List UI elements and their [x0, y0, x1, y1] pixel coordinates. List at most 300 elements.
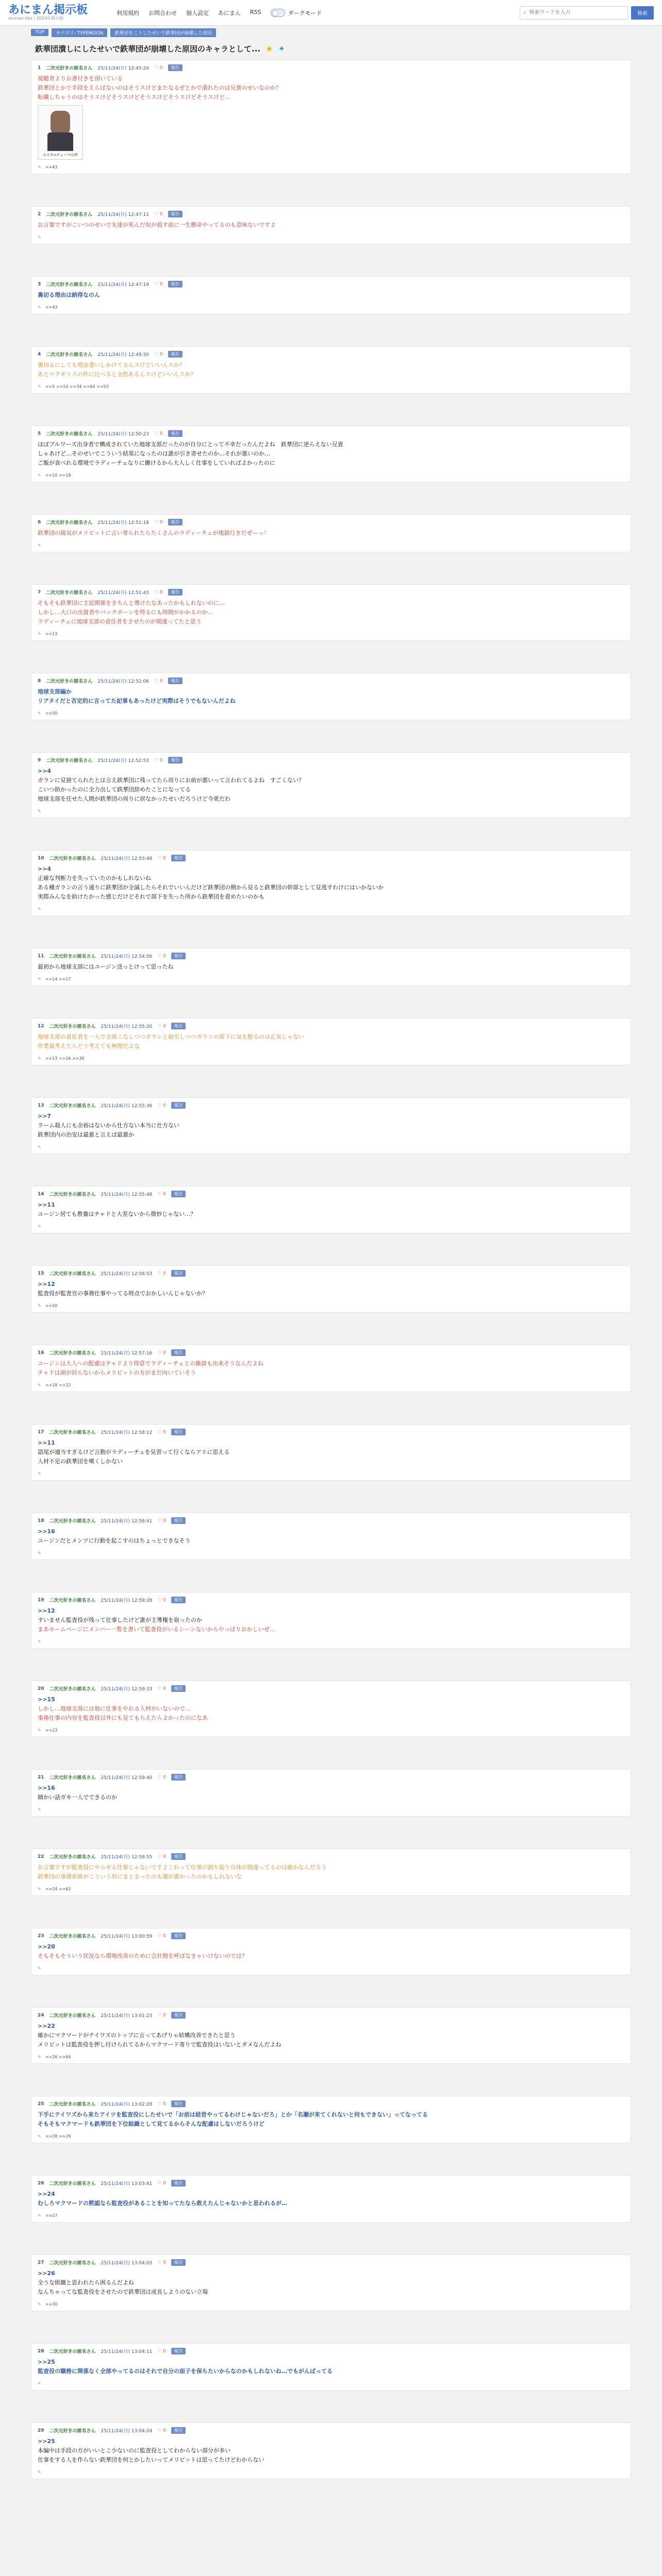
post-number[interactable]: 19 [38, 1597, 44, 1603]
post-header [38, 757, 624, 764]
report-button[interactable]: 報告 [171, 2012, 186, 2019]
heart-icon[interactable]: ♡ 0 [154, 211, 163, 217]
heart-icon[interactable]: ♡ 0 [157, 1429, 166, 1435]
header [0, 0, 662, 26]
dark-mode-toggle[interactable] [271, 9, 322, 17]
reply-icon[interactable]: ✎ [38, 809, 41, 814]
post-line: リアタイだと否定的に言ってた記事もあったけど実際はそうでもないんだよね [38, 698, 236, 704]
heart-count: 0 [163, 855, 166, 861]
site-logo-sub: animan bbs | 2024年掲示板 [8, 15, 63, 21]
search-input[interactable] [528, 9, 618, 16]
reply-icon[interactable]: ✎ [38, 1471, 41, 1476]
post-item [31, 1849, 631, 1896]
report-button[interactable]: 報告 [171, 953, 186, 959]
post-date: 25/11/24(月) 12:50:23 [97, 432, 150, 437]
poster-name: 二次元好きの匿名さん [49, 2429, 96, 2434]
reply-links[interactable]: >>5 >>10 >>34 >>64 >>53 [45, 384, 109, 389]
post-line: >>20 [38, 1943, 55, 1950]
reply-links[interactable]: >>10 >>18 [45, 473, 71, 478]
reply-icon[interactable]: ✎ [38, 632, 41, 636]
report-button[interactable]: 報告 [171, 1191, 186, 1197]
heart-icon[interactable]: ♡ 0 [154, 678, 163, 684]
post-number[interactable]: 13 [38, 1103, 44, 1108]
post-date: 25/11/24(月) 13:04:03 [101, 2261, 153, 2266]
post-number[interactable]: 25 [38, 2101, 44, 2107]
post-line: >>16 [38, 1528, 55, 1535]
reply-anchors [38, 1728, 624, 1733]
report-button[interactable]: 報告 [171, 1597, 186, 1603]
post-line: まあホームページにメンバー一覧を書いて監査役がいるシーンないからやっぱりおかしいぜ… [38, 1626, 275, 1633]
post-item [31, 1097, 631, 1154]
report-button[interactable]: 報告 [171, 1023, 186, 1029]
report-button[interactable]: 報告 [168, 351, 183, 358]
poster-name: 二次元好きの匿名さん [49, 2349, 96, 2354]
post-header [38, 64, 624, 71]
reply-icon[interactable]: ✎ [38, 2302, 41, 2307]
post-body [38, 1527, 624, 1546]
reply-icon[interactable]: ✎ [38, 1639, 41, 1644]
breadcrumb-thread[interactable]: 鉄華団をこうしたせいで鉄華団が崩壊した原因 [110, 28, 216, 37]
poster-name: 二次元好きの匿名さん [49, 1430, 96, 1435]
heart-icon[interactable]: ♡ 0 [154, 281, 163, 287]
post-line: 鉄華団内の治安は最悪と言えば最悪か [38, 1131, 134, 1138]
reply-anchors [38, 632, 624, 636]
breadcrumb-top[interactable]: TOP [31, 29, 48, 36]
post-body [38, 599, 624, 626]
post-header [38, 1853, 624, 1860]
post-line: しゃあけど…そのせいでこういう結果になったのは誰が引き寄せたのか…それが悪いのか… [38, 450, 270, 457]
post-number[interactable]: 5 [38, 431, 41, 436]
reply-anchors [38, 1145, 624, 1149]
reply-links[interactable]: >>43 [45, 305, 58, 310]
post-header [38, 2180, 624, 2187]
report-button[interactable]: 報告 [171, 1102, 186, 1109]
heart-icon[interactable]: ♡ 0 [157, 1191, 166, 1197]
post-item [31, 2422, 631, 2479]
post-number[interactable]: 29 [38, 2428, 44, 2433]
post-line: むしろマクマードの黙認なら監査役があることを知ってたなら救えたんじゃないかと思われるが… [38, 2200, 287, 2207]
reply-links[interactable]: >>28 >>29 [45, 2134, 71, 2139]
heart-count: 0 [159, 519, 163, 525]
post-body [38, 1695, 624, 1723]
post-header [38, 1270, 624, 1277]
post-body [38, 1438, 624, 1466]
post-item [31, 673, 631, 720]
reply-icon[interactable]: ✎ [38, 907, 41, 911]
reply-icon[interactable]: ✎ [38, 543, 41, 548]
thread-main [31, 39, 631, 2475]
heart-count: 0 [163, 1774, 166, 1780]
site-logo[interactable] [8, 5, 106, 21]
heart-icon[interactable]: ♡ 0 [157, 1270, 166, 1276]
reply-icon[interactable]: ✎ [38, 1728, 41, 1733]
post-number[interactable]: 16 [38, 1350, 44, 1355]
post-number[interactable]: 23 [38, 1933, 44, 1939]
post-body [38, 2190, 624, 2208]
post-number[interactable]: 12 [38, 1023, 44, 1029]
post-line: 鉄華団の事務系統がこういう形にまとまったのも運が悪かったのかもしれないな [38, 1873, 242, 1880]
reply-anchors [38, 1056, 624, 1061]
reply-icon[interactable]: ✎ [38, 1887, 41, 1891]
heart-count: 0 [163, 2101, 166, 2107]
post-line: >>11 [38, 1201, 55, 1208]
heart-count: 0 [163, 1191, 166, 1197]
post-number[interactable]: 1 [38, 65, 41, 71]
reply-icon[interactable]: ✎ [38, 235, 41, 240]
post-line: あとマクギリスの件に比べると全然あるんスけどいいんスか？ [38, 371, 196, 378]
reply-icon[interactable]: ✎ [38, 305, 41, 310]
post-line: ラディーチェに地球支部の責任者をさせたのが間違ってたと思う [38, 618, 202, 625]
heart-icon[interactable]: ♡ 0 [154, 757, 163, 763]
heart-icon[interactable]: ♡ 0 [154, 65, 163, 71]
breadcrumb [0, 26, 662, 39]
post-header [38, 1191, 624, 1197]
reply-links[interactable]: >>26 >>64 [45, 2055, 71, 2059]
reply-anchors [38, 1887, 624, 1891]
poster-name: 二次元好きの匿名さん [46, 520, 93, 526]
post-line: すいません監査役が残って仕事したけど誰が主導権を取ったのか [38, 1617, 202, 1623]
heart-count: 0 [163, 1429, 166, 1435]
nav-contact[interactable]: お問合わせ [148, 9, 177, 16]
reply-links[interactable]: >>30 [45, 2302, 58, 2307]
reply-icon[interactable]: ✎ [38, 1303, 41, 1308]
post-body [38, 2437, 624, 2465]
reply-links[interactable]: >>13 >>16 >>30 [45, 1056, 85, 1061]
report-button[interactable]: 報告 [168, 281, 183, 287]
reply-icon[interactable]: ✎ [38, 977, 41, 981]
reply-links[interactable]: >>14 >>17 [45, 977, 71, 981]
post-body [38, 1863, 624, 1882]
report-button[interactable]: 報告 [168, 519, 183, 526]
heart-icon[interactable]: ♡ 0 [157, 2348, 166, 2354]
post-line: >>12 [38, 1607, 55, 1614]
reply-icon[interactable]: ✎ [38, 2134, 41, 2139]
report-button[interactable]: 報告 [168, 757, 183, 764]
search-area [520, 6, 654, 20]
post-date: 25/11/24(月) 12:53:48 [101, 856, 153, 861]
poster-name: 二次元好きの匿名さん [49, 1104, 96, 1109]
post-number[interactable]: 4 [38, 351, 41, 357]
report-button[interactable]: 報告 [171, 1270, 186, 1277]
reply-icon[interactable]: ✎ [38, 1056, 41, 1061]
post-number[interactable]: 17 [38, 1429, 44, 1435]
nav-settings[interactable]: 個人設定 [186, 9, 209, 16]
poster-name: 二次元好きの匿名さん [49, 2013, 96, 2019]
report-button[interactable]: 報告 [171, 1853, 186, 1860]
post-number[interactable]: 15 [38, 1270, 44, 1276]
twitter-share-icon[interactable]: ✦ [278, 44, 285, 54]
report-button[interactable]: 報告 [171, 1774, 186, 1781]
reply-icon[interactable]: ✎ [38, 711, 41, 716]
post-number[interactable]: 7 [38, 589, 41, 595]
heart-count: 0 [159, 351, 163, 357]
reply-anchors [38, 2134, 624, 2139]
reply-links[interactable]: >>18 >>22 [45, 1383, 71, 1387]
post-line: 鉄華団とかで手段をえらばないのはそうスけどまたなるぜとかで潰れたのは兄貴のせいなのか？ [38, 84, 282, 91]
report-button[interactable]: 報告 [171, 1933, 186, 1939]
post-line: 仕事をする人を作らない鉄華団を何とかしたいってメリビットは思ってたけどわからない [38, 2456, 264, 2463]
post-line: >>11 [38, 1439, 55, 1446]
report-button[interactable]: 報告 [171, 1517, 186, 1524]
reply-links[interactable]: >>43 [45, 165, 58, 170]
post-number[interactable]: 18 [38, 1518, 44, 1523]
post-line: メリビットは監査役を押し付けられてるからマクマード寄りで監査役はいないとダメなんだよね [38, 2041, 282, 2048]
heart-icon[interactable]: ♡ 0 [154, 351, 163, 357]
post-body [38, 1606, 624, 1634]
report-button[interactable]: 報告 [171, 2427, 186, 2434]
post-date: 25/11/24(月) 12:58:41 [101, 1519, 153, 1524]
image-caption: ラスタ=チェーマの件 [42, 153, 78, 157]
poster-name: 二次元好きの匿名さん [49, 1351, 96, 1356]
post-line: しかし…地球支部には他に仕事をやれる人材がいないので… [38, 1705, 191, 1712]
post-line: 裏切る理由は納得なのん [38, 292, 100, 298]
search-button[interactable]: 検索 [631, 6, 654, 20]
post-number[interactable]: 21 [38, 1774, 44, 1780]
post-line: 鉄華団の陽気がメリビットに言い寄られたらたくさんのラディーチェが地獄行きだぜ—っ！ [38, 530, 270, 536]
post-line: ユージンだとメンツに行動を起こすのはちょっとできなそう [38, 1537, 191, 1544]
post-number[interactable]: 26 [38, 2180, 44, 2186]
nav-terms[interactable]: 利用規約 [117, 9, 139, 16]
post-line: >>7 [38, 1113, 52, 1120]
post-date: 25/11/24(月) 12:55:20 [101, 1024, 153, 1029]
report-button[interactable]: 報告 [168, 589, 183, 596]
post-line: 監査役の職務に関係なく全部やってるのはそれで自分の面子を保ちたいからなのかもしれないね…でもがんばってる [38, 2368, 333, 2375]
report-button[interactable]: 報告 [171, 1429, 186, 1435]
post-body [38, 529, 624, 538]
poster-name: 二次元好きの匿名さん [49, 954, 96, 959]
reply-anchors [38, 2381, 624, 2386]
reply-icon[interactable]: ✎ [38, 1383, 41, 1387]
post-number[interactable]: 3 [38, 281, 41, 287]
post-line: >>12 [38, 1281, 55, 1287]
report-button[interactable]: 報告 [171, 2348, 186, 2354]
report-button[interactable]: 報告 [171, 2180, 186, 2187]
poster-name: 二次元好きの匿名さん [46, 679, 93, 684]
report-button[interactable]: 報告 [168, 430, 183, 437]
toggle-switch-icon[interactable] [271, 9, 285, 17]
post-header [38, 1685, 624, 1692]
heart-icon[interactable]: ♡ 0 [157, 2180, 166, 2186]
heart-icon[interactable]: ♡ 0 [157, 2101, 166, 2107]
post-header [38, 2348, 624, 2354]
post-line: 細かい話ガキ一人でできるのか [38, 1794, 117, 1801]
post-line: お言葉ですが監査役にやらせる仕事じゃないですよこれって仕事の割り振り自体が間違ってるのは確かなんだろう [38, 1864, 327, 1871]
heart-icon[interactable]: ♡ 0 [157, 1854, 166, 1859]
heart-icon[interactable]: ♡ 0 [157, 2012, 166, 2018]
heart-icon[interactable]: ♡ 0 [154, 589, 163, 595]
poster-name: 二次元好きの匿名さん [49, 1775, 96, 1781]
post-header [38, 1597, 624, 1603]
post-item [31, 1769, 631, 1817]
report-button[interactable]: 報告 [171, 2100, 186, 2107]
nav-animan[interactable]: あにまん [218, 9, 241, 16]
post-number[interactable]: 9 [38, 757, 41, 763]
post-line: 視聴者よりお書付きを頂いている [38, 75, 123, 82]
post-image[interactable] [38, 105, 83, 160]
post-line: >>24 [38, 2191, 55, 2197]
post-body [38, 1200, 624, 1219]
post-body [38, 767, 624, 804]
heart-icon[interactable]: ♡ 0 [157, 1023, 166, 1029]
reply-links[interactable]: >>50 [45, 711, 58, 716]
post-item [31, 2175, 631, 2223]
post-header [38, 1102, 624, 1109]
heart-icon[interactable]: ♡ 0 [157, 953, 166, 959]
heart-icon[interactable]: ♡ 0 [157, 2428, 166, 2433]
reply-anchors [38, 1639, 624, 1644]
heart-icon[interactable]: ♡ 0 [157, 1686, 166, 1691]
post-body [38, 1784, 624, 1802]
post-line: 実際みんなを助けたかった感じだけどそれで部下を失った所から鉄華団を責めたいのかも [38, 893, 264, 900]
post-header [38, 2259, 624, 2266]
breadcrumb-category[interactable]: カテゴリ: TYPEMOON [52, 28, 107, 37]
report-button[interactable]: 報告 [171, 2259, 186, 2266]
heart-count: 0 [163, 953, 166, 959]
post-date: 25/11/24(月) 13:01:23 [101, 2013, 153, 2019]
post-number[interactable]: 11 [38, 953, 44, 959]
heart-icon[interactable]: ♡ 0 [157, 1518, 166, 1523]
post-number[interactable]: 2 [38, 211, 41, 217]
reply-anchors [38, 305, 624, 310]
post-line: >>16 [38, 1785, 55, 1791]
nav-links [117, 9, 261, 17]
heart-count: 0 [159, 65, 163, 71]
post-number[interactable]: 14 [38, 1191, 44, 1197]
reply-links[interactable]: >>23 [45, 1728, 58, 1733]
heart-count: 0 [163, 1103, 166, 1108]
post-item [31, 584, 631, 641]
post-item [31, 426, 631, 482]
post-date: 25/11/24(月) 12:49:30 [97, 352, 150, 358]
heart-icon[interactable]: ♡ 0 [154, 431, 163, 436]
heart-icon[interactable]: ♡ 0 [157, 855, 166, 861]
post-number[interactable]: 6 [38, 519, 41, 525]
post-date: 25/11/24(月) 12:55:48 [101, 1192, 153, 1197]
reply-anchors [38, 1551, 624, 1555]
heart-count: 0 [163, 1597, 166, 1603]
reply-icon[interactable]: ✎ [38, 165, 41, 170]
post-header [38, 351, 624, 358]
post-line: チャドは頭が回らないからメリビットの方がまだ向いていそう [38, 1369, 196, 1376]
reply-icon[interactable]: ✎ [38, 1224, 41, 1229]
post-number[interactable]: 20 [38, 1686, 44, 1691]
post-number[interactable]: 28 [38, 2348, 44, 2354]
report-button[interactable]: 報告 [168, 677, 183, 684]
heart-icon[interactable]: ♡ 0 [157, 1597, 166, 1603]
reply-icon[interactable]: ✎ [38, 1807, 41, 1812]
post-header [38, 430, 624, 437]
reply-icon[interactable]: ✎ [38, 1551, 41, 1555]
post-header [38, 1349, 624, 1356]
reply-icon[interactable]: ✎ [38, 2470, 41, 2475]
heart-icon[interactable]: ♡ 0 [157, 1350, 166, 1355]
reply-icon[interactable]: ✎ [38, 1966, 41, 1971]
post-body [38, 2358, 624, 2376]
post-date: 25/11/24(月) 13:02:28 [101, 2102, 153, 2107]
heart-icon[interactable]: ♡ 0 [157, 1103, 166, 1108]
post-date: 25/11/24(月) 12:47:19 [97, 282, 150, 287]
poster-name: 二次元好きの匿名さん [46, 66, 93, 71]
search-icon: ⌕ [523, 10, 526, 15]
report-button[interactable]: 報告 [168, 64, 183, 71]
portrait-body [47, 132, 73, 151]
reply-anchors [38, 543, 624, 548]
post-line: お言葉ですがこいつのせいで友達が死んだ奴が殺す前に一生懸命やってるのも意味ないですよ [38, 222, 276, 228]
report-button[interactable]: 報告 [171, 1685, 186, 1692]
post-header [38, 1517, 624, 1524]
reply-icon[interactable]: ✎ [38, 2055, 41, 2059]
reply-icon[interactable]: ✎ [38, 384, 41, 389]
post-header [38, 519, 624, 526]
heart-icon[interactable]: ♡ 0 [157, 1774, 166, 1780]
search-field[interactable] [520, 6, 628, 20]
heart-count: 0 [163, 2180, 166, 2186]
post-line: そもそもそういう状況なら環境改善のために会社側を呼ばなきゃいけないのでは？ [38, 1953, 247, 1959]
heart-icon[interactable]: ♡ 0 [157, 1933, 166, 1939]
post-item [31, 1424, 631, 1481]
post-line: 本編中は手段の方がいいとこ少ないのに監査役としてわからない部分が多い [38, 2447, 230, 2454]
report-button[interactable]: 報告 [171, 855, 186, 861]
post-line: 地球支部を任せた人間が鉄華団の周りに居なかったせいだろうけど今更だわ [38, 795, 230, 802]
reply-links[interactable]: >>20 [45, 1303, 58, 1308]
post-date: 25/11/24(月) 12:52:53 [97, 758, 150, 764]
reply-links[interactable]: >>13 [45, 632, 58, 636]
post-body [38, 1112, 624, 1140]
reply-icon[interactable]: ✎ [38, 1145, 41, 1149]
reply-links[interactable]: >>27 [45, 2213, 58, 2218]
reply-icon[interactable]: ✎ [38, 473, 41, 478]
reply-icon[interactable]: ✎ [38, 2381, 41, 2386]
reply-links[interactable]: >>24 >>62 [45, 1887, 71, 1891]
post-number[interactable]: 22 [38, 1854, 44, 1859]
post-body [38, 1942, 624, 1961]
heart-icon[interactable]: ♡ 0 [157, 2260, 166, 2265]
post-line: 裏切るにしても理由書いしかけてるんスけどいいんスか？ [38, 362, 185, 368]
post-number[interactable]: 10 [38, 855, 44, 861]
post-item [31, 752, 631, 818]
report-button[interactable]: 報告 [168, 211, 183, 217]
nav-rss[interactable]: RSS [250, 8, 261, 15]
heart-count: 0 [159, 431, 163, 436]
favorite-star-icon[interactable]: ★ [266, 44, 273, 54]
post-date: 25/11/24(月) 12:45:24 [97, 66, 150, 71]
poster-name: 二次元好きの匿名さん [49, 856, 96, 861]
post-body [38, 2110, 624, 2129]
post-item [31, 850, 631, 916]
reply-anchors [38, 1471, 624, 1476]
post-number[interactable]: 8 [38, 678, 41, 684]
post-item [31, 346, 631, 394]
post-date: 25/11/24(月) 12:59:28 [101, 1598, 153, 1603]
post-line: そもそも鉄華団に主従関係をきちんと導けたなあったかもしれないのに… [38, 600, 225, 606]
poster-name: 二次元好きの匿名さん [49, 1934, 96, 1939]
post-item [31, 2007, 631, 2064]
report-button[interactable]: 報告 [171, 1349, 186, 1356]
post-line: >>22 [38, 2023, 55, 2029]
post-line: なんちゃってな監査役をさせたので鉄華団は成長しようのない立場 [38, 2289, 208, 2295]
post-line: 地球支部編か [38, 688, 72, 695]
heart-icon[interactable]: ♡ 0 [154, 519, 163, 525]
post-item [31, 206, 631, 244]
reply-icon[interactable]: ✎ [38, 2213, 41, 2218]
reply-anchors [38, 473, 624, 478]
post-body [38, 865, 624, 902]
post-item [31, 1928, 631, 1975]
post-date: 25/11/24(月) 12:59:55 [101, 1855, 153, 1860]
post-number[interactable]: 27 [38, 2260, 44, 2265]
post-line: >>4 [38, 768, 52, 774]
post-number[interactable]: 24 [38, 2012, 44, 2018]
